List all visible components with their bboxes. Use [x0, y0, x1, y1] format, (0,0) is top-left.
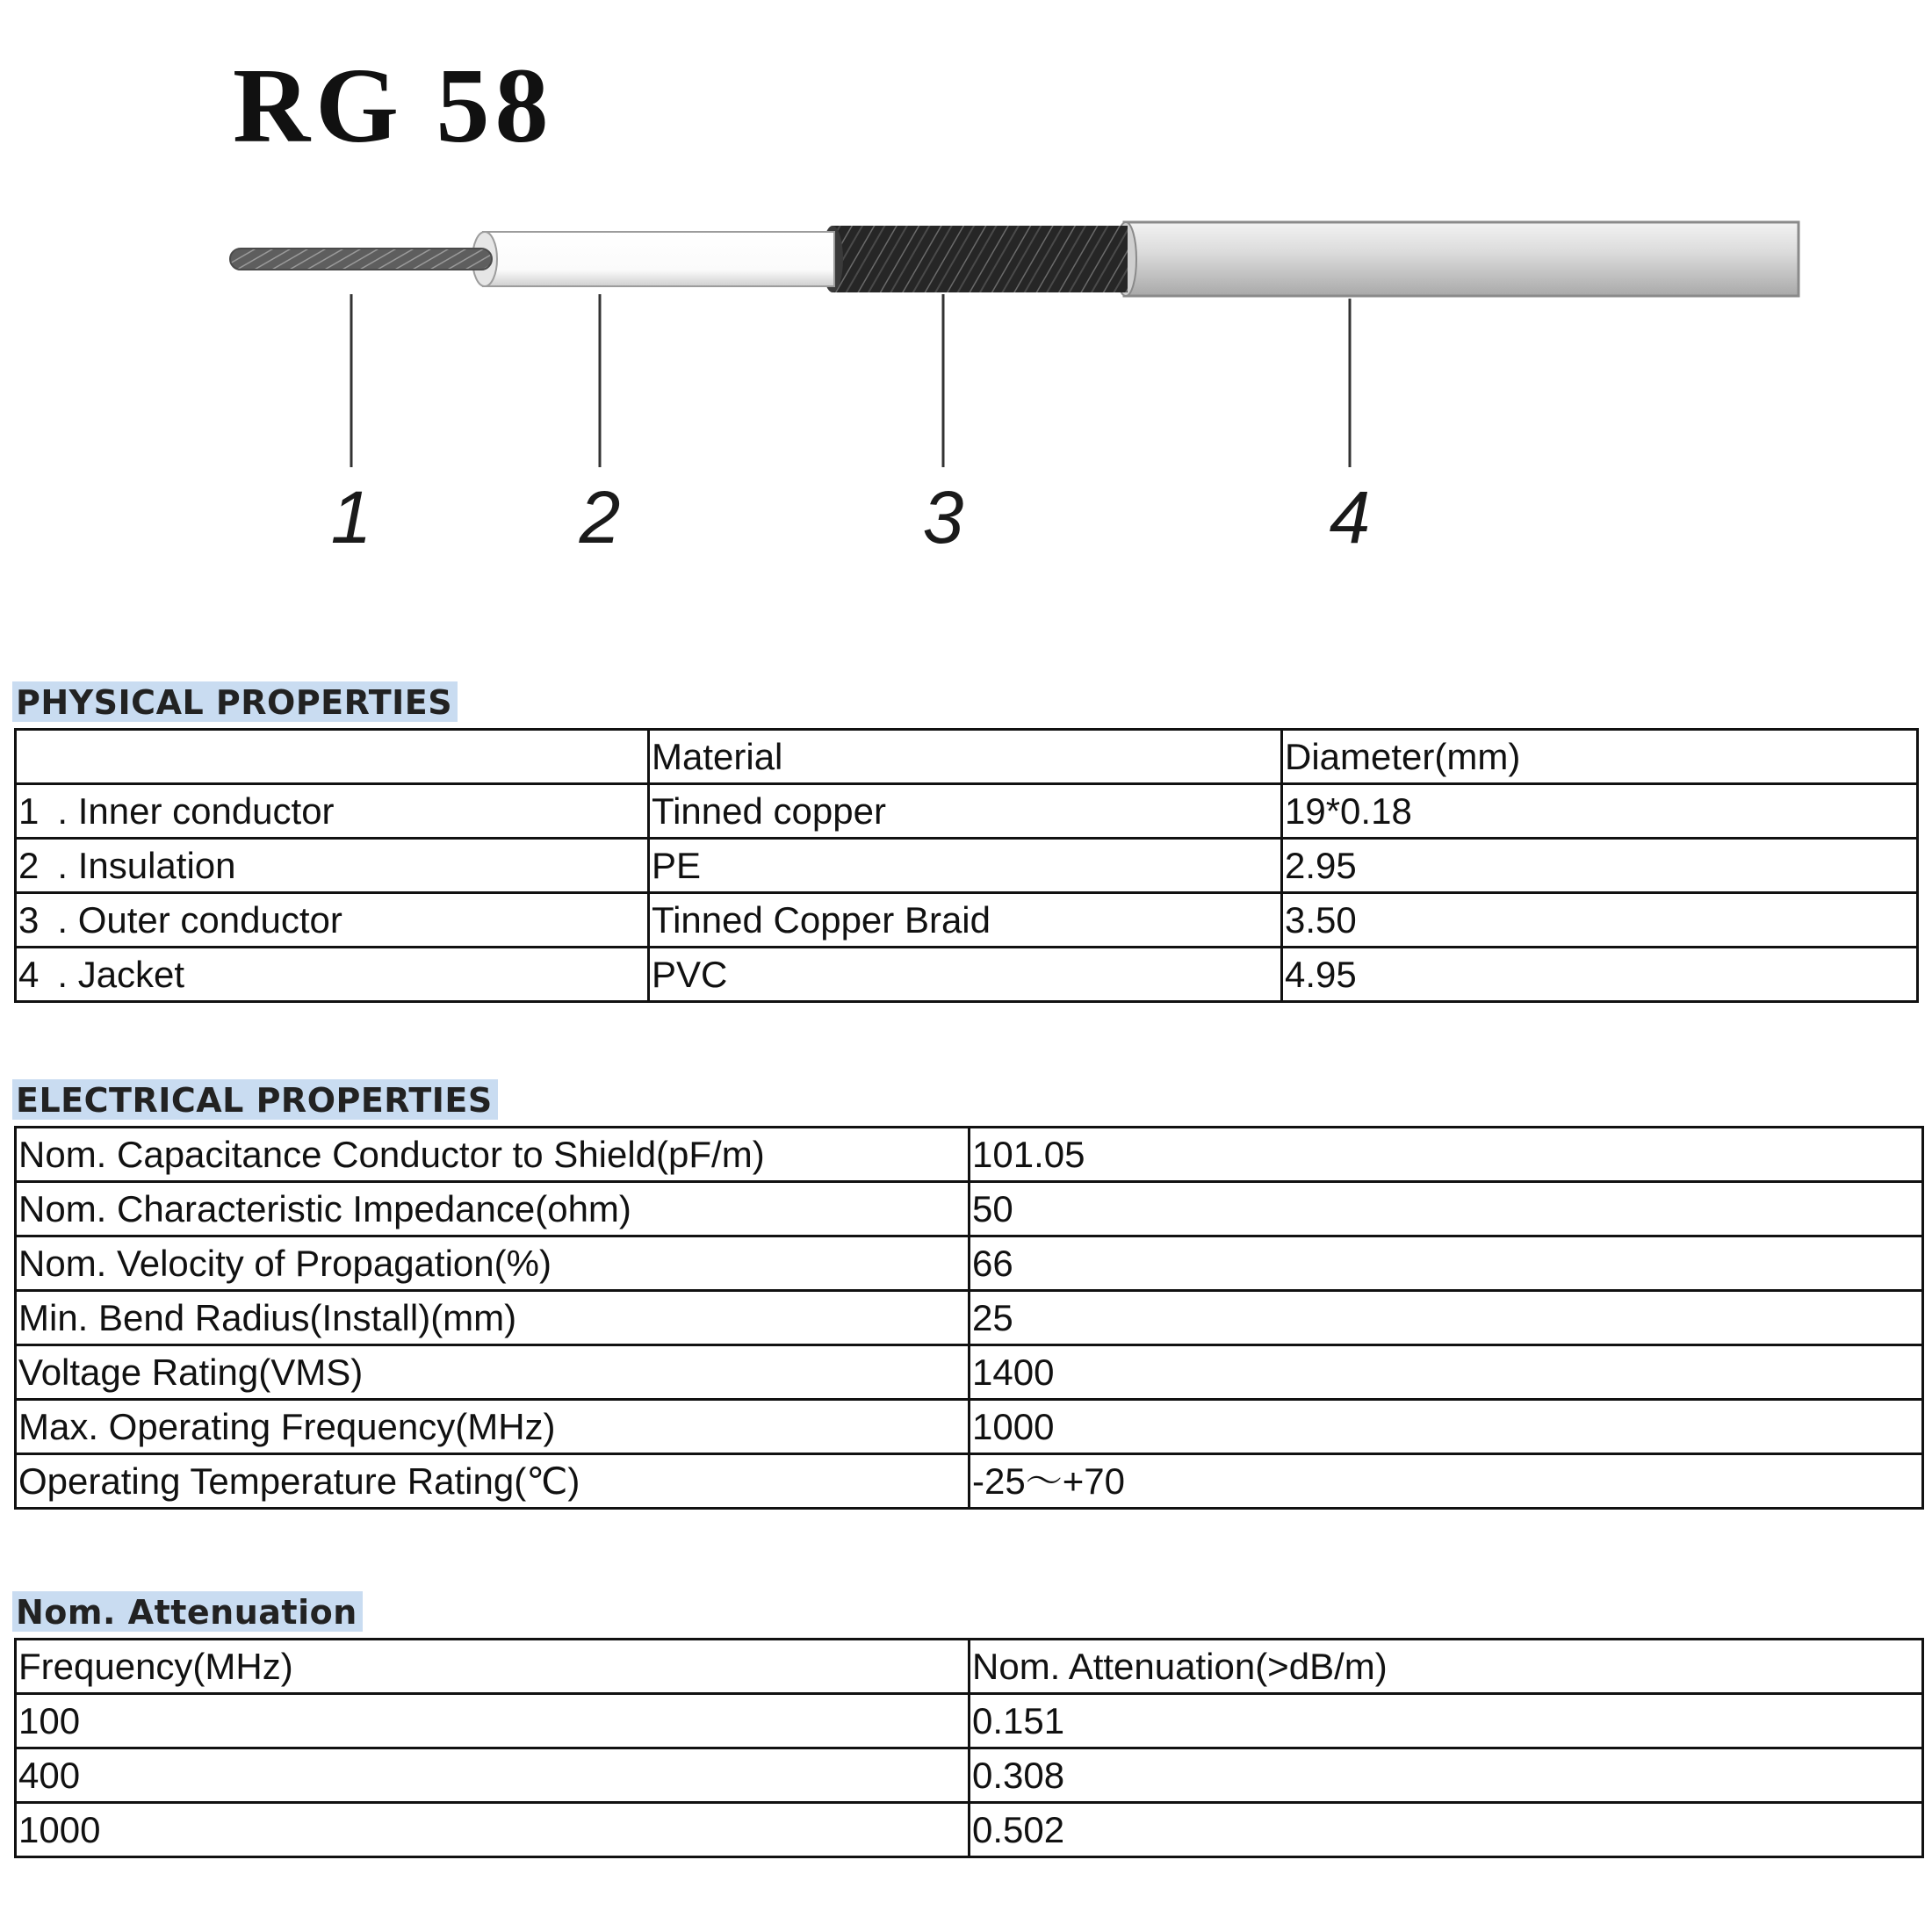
table-row [16, 1345, 1923, 1400]
page-title: RG 58 [233, 47, 554, 165]
table-cell: 0.502 [970, 1803, 1923, 1857]
table-cell: Tinned copper [649, 784, 1282, 839]
table-cell: 400 [16, 1748, 970, 1803]
table-cell: PVC [649, 948, 1282, 1002]
table-cell: Nom. Attenuation(>dB/m) [970, 1640, 1923, 1694]
table-row [16, 948, 1918, 1002]
table-cell: 101.05 [970, 1128, 1923, 1182]
table-row [16, 1182, 1923, 1236]
table-row [16, 893, 1918, 948]
table-cell: Voltage Rating(VMS) [16, 1345, 970, 1400]
insulation-section [483, 232, 834, 286]
jacket-section [1124, 222, 1799, 296]
table-cell: 1400 [970, 1345, 1923, 1400]
physical-properties-table [14, 728, 1919, 1003]
table-row [16, 1128, 1923, 1182]
table-cell: 1000 [970, 1400, 1923, 1454]
attenuation-table [14, 1638, 1924, 1858]
table-cell: 0.151 [970, 1694, 1923, 1748]
table-cell: 25 [970, 1291, 1923, 1345]
table-cell: 1000 [16, 1803, 970, 1857]
table-cell: Nom. Capacitance Conductor to Shield(pF/m) [16, 1128, 970, 1182]
electrical-properties-heading: ELECTRICAL PROPERTIES [12, 1079, 498, 1120]
electrical-properties-table [14, 1126, 1924, 1510]
table-cell: Material [649, 730, 1282, 784]
attenuation-heading: Nom. Attenuation [12, 1591, 363, 1632]
inner-conductor-section [230, 249, 492, 270]
table-cell: 100 [16, 1694, 970, 1748]
table-cell [16, 730, 649, 784]
table-row [16, 1748, 1923, 1803]
table-cell: Max. Operating Frequency(MHz) [16, 1400, 970, 1454]
table-header-row [16, 1640, 1923, 1694]
table-row [16, 1454, 1923, 1509]
callout-number-1: 1 [330, 476, 372, 559]
table-cell: 66 [970, 1236, 1923, 1291]
table-cell: Operating Temperature Rating(℃) [16, 1454, 970, 1509]
table-cell: 2.95 [1282, 839, 1918, 893]
table-row [16, 1291, 1923, 1345]
braid-section [833, 226, 1128, 292]
table-cell: Frequency(MHz) [16, 1640, 970, 1694]
physical-properties-heading: PHYSICAL PROPERTIES [12, 681, 458, 722]
table-row [16, 1400, 1923, 1454]
table-row [16, 1236, 1923, 1291]
callout-number-3: 3 [922, 476, 964, 559]
table-cell: Nom. Characteristic Impedance(ohm) [16, 1182, 970, 1236]
table-cell: 50 [970, 1182, 1923, 1236]
table-cell: 3 . Outer conductor [16, 893, 649, 948]
table-cell: Nom. Velocity of Propagation(%) [16, 1236, 970, 1291]
table-row [16, 1803, 1923, 1857]
table-cell: 4 . Jacket [16, 948, 649, 1002]
callout-number-2: 2 [579, 476, 621, 559]
table-cell: -25～+70 [970, 1454, 1923, 1509]
table-cell: 19*0.18 [1282, 784, 1918, 839]
table-cell: 0.308 [970, 1748, 1923, 1803]
table-row [16, 1694, 1923, 1748]
table-cell: 3.50 [1282, 893, 1918, 948]
table-cell: PE [649, 839, 1282, 893]
table-cell: 2 . Insulation [16, 839, 649, 893]
table-cell: Tinned Copper Braid [649, 893, 1282, 948]
callout-number-4: 4 [1329, 476, 1371, 559]
table-row [16, 784, 1918, 839]
table-cell: 4.95 [1282, 948, 1918, 1002]
table-header-row [16, 730, 1918, 784]
table-cell: 1 . Inner conductor [16, 784, 649, 839]
cable-diagram [0, 0, 1932, 597]
table-cell: Diameter(mm) [1282, 730, 1918, 784]
table-cell: Min. Bend Radius(Install)(mm) [16, 1291, 970, 1345]
table-row [16, 839, 1918, 893]
